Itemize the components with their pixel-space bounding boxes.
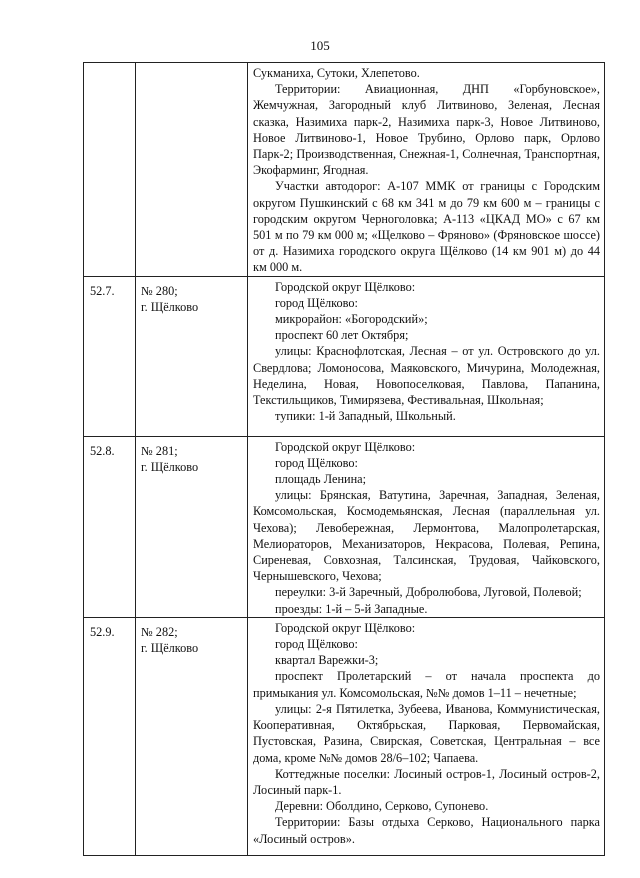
item-number: 52.8. bbox=[84, 436, 136, 617]
territory-paragraph: проезды: 1-й – 5-й Западные. bbox=[275, 601, 428, 616]
territory-description bbox=[248, 276, 605, 436]
station-cell bbox=[136, 276, 248, 436]
territory-paragraph: тупики: 1-й Западный, Школьный. bbox=[275, 409, 456, 424]
table-row bbox=[84, 63, 605, 277]
territory-paragraph: улицы: Брянская, Ватутина, Заречная, Западная, Зеленая, Комсомольская, Космодемьянская, Лесная (параллельная ул. Чехова); Левобережная, Лермонтова, Малопролетарская, Мелиораторов, Механизаторов, Некрасова, Полевая, Репина, Сиреневая, Совхозная, Талсинская, Трудовая, Чайковского, Чернышевского, Чехова; bbox=[253, 488, 600, 584]
item-number: 52.7. bbox=[84, 276, 136, 436]
territory-paragraph: микрорайон: «Богородский»; bbox=[275, 312, 428, 327]
station-cell bbox=[136, 436, 248, 617]
polling-stations-table bbox=[83, 62, 605, 856]
station-number: № 282; bbox=[141, 624, 178, 639]
table-row bbox=[84, 617, 605, 855]
table-row bbox=[84, 436, 605, 617]
territory-paragraph: Городской округ Щёлково: bbox=[275, 620, 416, 635]
territory-paragraph: Деревни: Оболдино, Серково, Супонево. bbox=[275, 799, 489, 814]
territory-paragraph: город Щёлково: bbox=[275, 455, 358, 470]
territory-paragraph: Сукманиха, Сутоки, Хлепетово. bbox=[253, 66, 420, 80]
station-number: № 280; bbox=[141, 283, 178, 298]
station-city: г. Щёлково bbox=[141, 459, 199, 474]
territory-paragraph: Городской округ Щёлково: bbox=[275, 279, 416, 294]
territory-paragraph: улицы: Краснофлотская, Лесная – от ул. Островского до ул. Свердлова; Ломоносова, Маяковского, Мичурина, Молодежная, Неделина, Новая, Новопоселковая, Павлова, Папанина, Текстильщиков, Тимирязева, Фестивальная, Школьная; bbox=[253, 344, 600, 408]
territory-description bbox=[248, 617, 605, 855]
territory-description bbox=[248, 436, 605, 617]
territory-paragraph: Территории: Базы отдыха Серково, Национального парка «Лосиный остров». bbox=[253, 815, 600, 846]
territory-paragraph: проспект 60 лет Октября; bbox=[275, 328, 409, 343]
page-number: 105 bbox=[310, 38, 330, 53]
station-cell bbox=[136, 617, 248, 855]
territory-paragraph: Территории: Авиационная, ДНП «Горбуновское», Жемчужная, Загородный клуб Литвиново, Зеленая, Лесная сказка, Назимиха парк-2, Назимиха парк-3, Новое Литвиново, Новое Литвиново-1, Новое Трубино, Орлово парк, Орлово Парк-2; Производственная, Снежная-1, Солнечная, Транспортная, Экофарминг, Ягодная. bbox=[253, 82, 600, 178]
territory-paragraph: город Щёлково: bbox=[275, 637, 358, 652]
item-number bbox=[84, 63, 136, 277]
territory-paragraph: проспект Пролетарский – от начала проспекта до примыкания ул. Комсомольская, №№ домов 1–11 – нечетные; bbox=[253, 669, 600, 700]
territory-paragraph: квартал Варежки-3; bbox=[275, 653, 379, 668]
territory-paragraph: Участки автодорог: А-107 ММК от границы с Городским округом Пушкинский с 68 км 341 м до 79 км 600 м – границы с городским округом Черноголовка; А-113 «ЦКАД МО» с 67 км 501 м по 79 км 000 м; «Щелково – Фряново» (Фряновское шоссе) от д. Назимиха городского округа Щёлково (14 км 901 м) до 44 км 000 м. bbox=[253, 179, 600, 275]
table-row bbox=[84, 276, 605, 436]
territory-paragraph: площадь Ленина; bbox=[275, 472, 367, 487]
station-cell bbox=[136, 63, 248, 277]
territory-paragraph: переулки: 3-й Заречный, Добролюбова, Луговой, Полевой; bbox=[275, 585, 582, 600]
station-city: г. Щёлково bbox=[141, 299, 199, 314]
territory-paragraph: Городской округ Щёлково: bbox=[275, 439, 416, 454]
territory-paragraph: город Щёлково: bbox=[275, 295, 358, 310]
station-city: г. Щёлково bbox=[141, 641, 199, 656]
territory-paragraph: улицы: 2-я Пятилетка, Зубеева, Иванова, Коммунистическая, Кооперативная, Октябрьская, Парковая, Первомайская, Пустовская, Разина, Свирская, Советская, Центральная – все дома, кроме №№ домов 28/6–102; Чапаева. bbox=[253, 701, 600, 765]
territory-description bbox=[248, 63, 605, 277]
territory-paragraph: Коттеджные поселки: Лосиный остров-1, Лосиный остров-2, Лосиный парк-1. bbox=[253, 766, 600, 797]
item-number: 52.9. bbox=[84, 617, 136, 855]
station-number: № 281; bbox=[141, 443, 178, 458]
